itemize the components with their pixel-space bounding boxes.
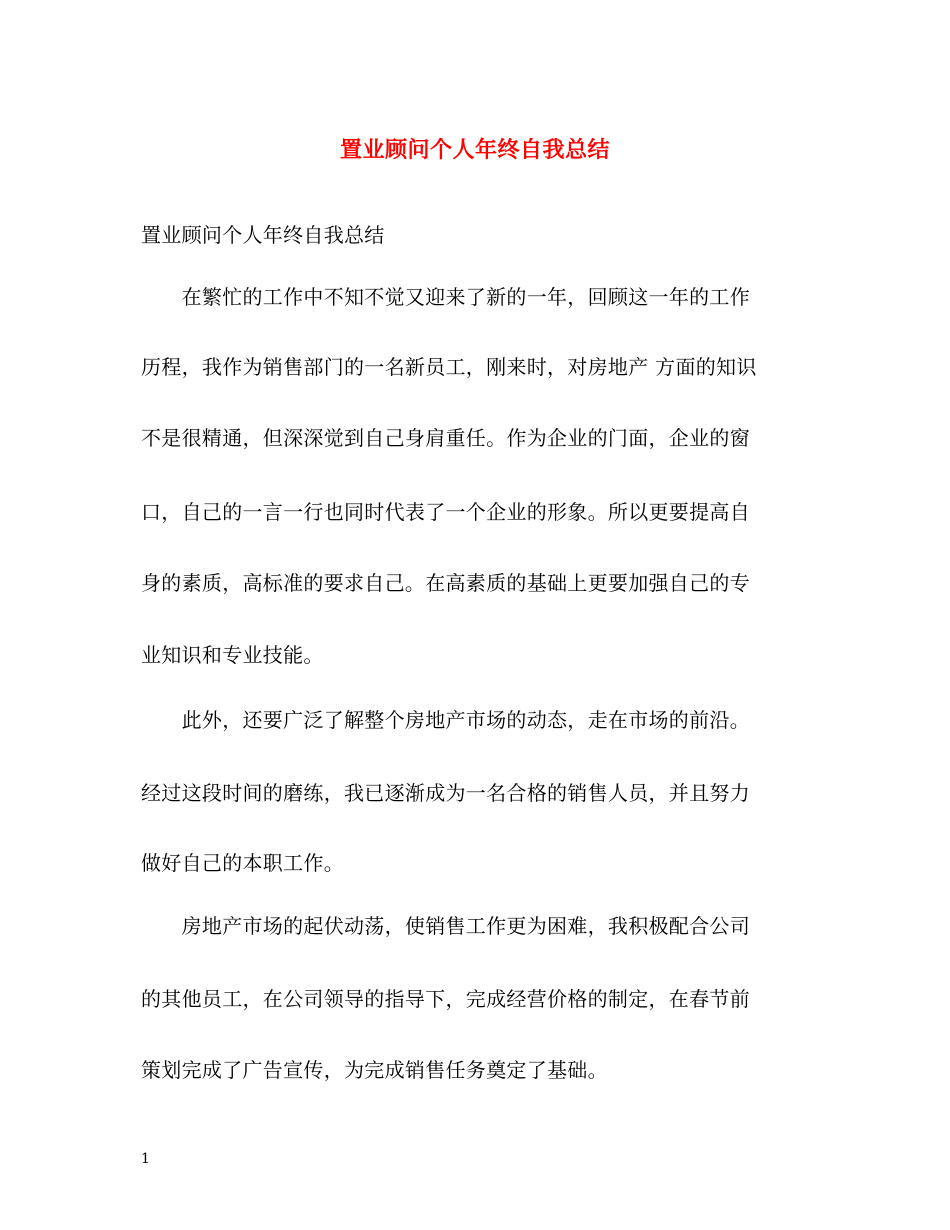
paragraph-line: 的其他员工，在公司领导的指导下，完成经营价格的制定，在春节前 <box>141 987 750 1011</box>
document-subtitle: 置业顾问个人年终自我总结 <box>141 223 385 247</box>
paragraph-line: 做好自己的本职工作。 <box>141 851 344 875</box>
document-title: 置业顾问个人年终自我总结 <box>339 137 610 163</box>
paragraph-line: 口，自己的一言一行也同时代表了一个企业的形象。所以更要提高自 <box>141 500 750 524</box>
paragraph-line: 在繁忙的工作中不知不觉又迎来了新的一年，回顾这一年的工作 <box>141 285 750 309</box>
paragraph-line: 经过这段时间的磨练，我已逐渐成为一名合格的销售人员，并且努力 <box>141 781 750 805</box>
paragraph-line: 策划完成了广告宣传，为完成销售任务奠定了基础。 <box>141 1058 608 1082</box>
paragraph-line: 身的素质，高标准的要求自己。在高素质的基础上更要加强自己的专 <box>141 571 750 595</box>
paragraph-line: 此外，还要广泛了解整个房地产市场的动态，走在市场的前沿。 <box>141 708 750 732</box>
paragraph-line: 历程，我作为销售部门的一名新员工，刚来时，对房地产 方面的知识 <box>141 355 757 379</box>
paragraph-line: 业知识和专业技能。 <box>141 643 324 667</box>
paragraph-line: 不是很精通，但深深觉到自己身肩重任。作为企业的门面，企业的窗 <box>141 426 750 450</box>
paragraph-line: 房地产市场的起伏动荡，使销售工作更为困难，我积极配合公司 <box>141 914 750 938</box>
page-number: 1 <box>141 1151 150 1167</box>
